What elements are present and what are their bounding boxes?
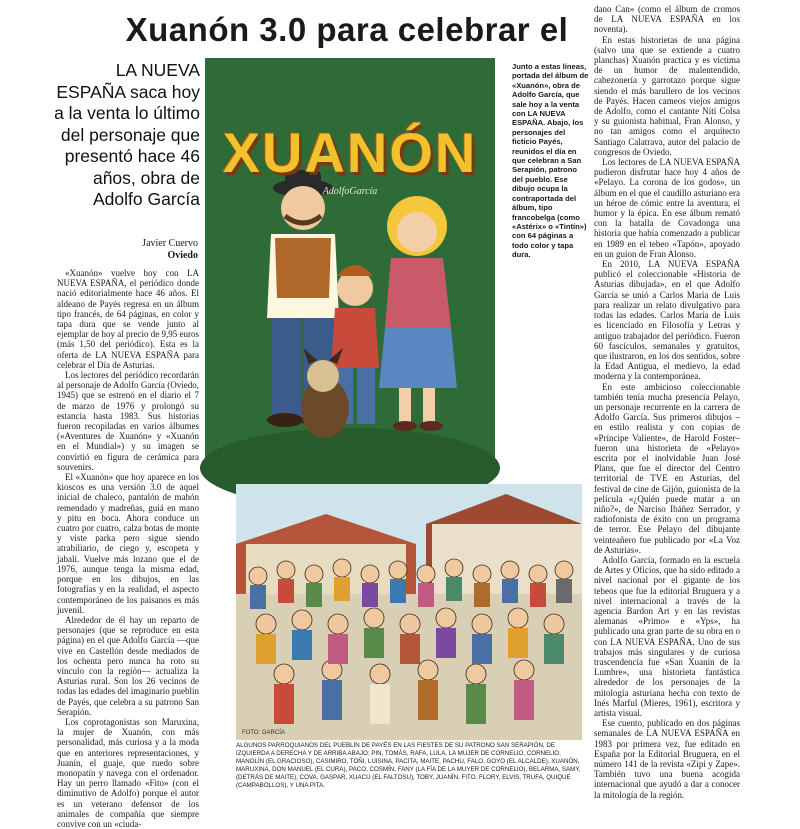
paragraph: En 2010, LA NUEVA ESPAÑA publicó el coleccionable «Historia de Asturias dibujada», en el que Adolfo García se unió a Carlos María de Luis para realizar un relato divulgativo para todas las edades. Carlos María de Luis es licenciado en Filosofía y Letras y antiguo trabajador del periódico. Fueron 60 fascículos, semanales y gratuitos, que ilustraron, en los dos sentidos, sobre la Edad Antigua, el medievo, la edad moderna y la contemporánea. xyxy=(594,259,740,382)
byline-place: Oviedo xyxy=(167,250,198,261)
scene-credit: FOTO: GARCÍA xyxy=(242,730,285,736)
paragraph: Los coprotagonistas son Maruxina, la mujer de Xuanón, con más personalidad, más curiosa y a la moda que en anteriores representaciones, y Juanín, el guaje, que ruedo sobre monopatín y navega con el ordenador. Hay un perro llamado «Fito» (con el diminutivo de Adolfo) porque el autor es un veterano defensor de los animales de compañía que siempre convive con un «ciuda- xyxy=(57,716,199,829)
scene-illustration xyxy=(236,484,582,740)
article-column-right xyxy=(594,4,740,800)
byline xyxy=(60,238,198,262)
article-column-left xyxy=(57,268,199,829)
paragraph: El «Xuanón» que hoy aparece en los kioscos es una versión 3.0 de aquel inicial de chaleco, pantalón de mahón remendado y madreñas, guiá en mano y pitu en boca. Ahora conduce un cuatro por cuatro, calza botas de monte y viste parka pero sigue siendo atrabiliario, de ciego y, escopeta y jabalí. Vuelve más lozano que el de 1976, aunque tenga la misma edad, porque en los dibujos, en las fotografías y en la realidad, el aspecto contemporáneo de los paisanos es más juvenil. xyxy=(57,472,199,615)
paragraph: Los lectores de LA NUEVA ESPAÑA pudieron disfrutar hace hoy 4 años de «Pelayo. La corona de los godos», un álbum en el que el caudillo asturiano era un héroe de cómic entre la aventura, el humor y la épica. En ese álbum remató con la batalla de Covadonga una historia que había comenzado a publicar en 1989 en el tebeo «Tapón», apoyado en un guion de Fran Alonso. xyxy=(594,157,740,259)
cover-author-signature: AdolfoGarcía xyxy=(322,186,378,197)
paragraph: En estas historietas de una página (salvo una que se extiende a cuatro planchas) Xuanón practica y es víctima de un humor de malentendido, cabezonería y garrotazo porque sigue siendo el más barullero de los vecinos de Payés. Hacen cameos viejos amigos de Adolfo, como el cantante Niti Colsa y su guionista habitual, Fran Alonso, y no tan amigos como el arquitecto Santiago Calatrava, autor del palacio de congresos de Oviedo. xyxy=(594,34,740,157)
scene-caption: ALGUNOS PARROQUIANOS DEL PUEBLÍN DE PAYÉS EN LAS FIESTES DE SU PATRONO SAN SERAPIÓN, DE IZQUIERDA A DERECHA Y DE ARRIBA ABAJO: PIN, TOMÁS, RAFA, LULA, LA MUJER DE CORNELIO, CORNELIO, MANOLÍN (EL GRACIOSO), CASIMIRO, TOÑI, LUISINA, PACITA, MAITE, PACHU, FALO, GOYO (EL ALCALDE), XUANÓN, MARUXINA, DON MANUEL (EL CURA), PACO, COSMÍN, FANY (LA FÍA DE LA MUYER DE CORNELIO), BELARMA, SAMY, (DETRÁS DE MAITE), COVA, GASPAR, XUACU (EL FALTOSU), TOBY, JUANÍN, FITO, FLORY, ELVIS, TRUFA, QUIQUE (CAMPABOLLOS), Y UNA PITA. xyxy=(236,742,581,789)
deck: LA NUEVA ESPAÑA saca hoy a la venta lo último del personaje que presentó hace 46 años, obra de Adolfo García xyxy=(54,60,200,209)
paragraph: En este ambicioso coleccionable también tenía mucha presencia Pelayo, un personaje recurrente en la carrera de Adolfo García. Sus primeros dibujos –en estilo realista y con copias de «Príncipe Valiente», de Harold Foster– fueron una historieta de «Pelayo» escrita por el inolvidable Juan José Plans, que fue el director del Centro territorial de TVE en Asturias, del festival de cine de Gijón, guionista de la película «¿Quién puede matar a un niño?», de Narciso Ibáñez Serrador, y radiofonista de éxito con un programa de terror. Ese Pelayo del dibujante veinteañero fue publicado por «La Voz de Asturias». xyxy=(594,381,740,555)
paragraph: Ese cuento, publicado en dos páginas semanales de LA NUEVA ESPAÑA en 1983 por primera vez, fue editado en España por la Editorial Bruguera, en el número 141 de la revista «Zipi y Zape». También tuvo una buena acogida internacional que ayudó a dar a conocer la mitología de la región. xyxy=(594,718,740,800)
headline: Xuanón 3.0 para celebrar el xyxy=(125,11,569,48)
paragraph: Alrededor de él hay un reparto de personajes (que se reproduce en esta página) en el que Adolfo García —que vive en Castellón desde mediados de los ochenta pero nunca ha roto su vínculo con la región— actualiza la Asturias rural. Son los 26 vecinos de todas las edades del imaginario pueblín de Payés, que celebra a su patrono San Serapión. xyxy=(57,614,199,717)
byline-author: Javier Cuervo xyxy=(142,238,198,249)
paragraph: «Xuanón» vuelve hoy con LA NUEVA ESPAÑA, el periódico donde nació editorialmente hace 46 años. El aldeano de Payés regresa en un álbum tipo francés, de 64 páginas, en color y tapa dura que se vende junto al ejemplar de hoy al precio de 9,95 euros (más 1,50 del periódico). Esta es la oferta de LA NUEVA ESPAÑA para celebrar el Día de Asturias. xyxy=(57,268,199,370)
village-scene-image xyxy=(236,484,582,740)
cover-title: XUANÓN xyxy=(222,121,478,184)
album-cover-image xyxy=(205,58,495,476)
paragraph: dano Can» (como el álbum de cromos de LA NUEVA ESPAÑA en los noventa). xyxy=(594,4,740,35)
paragraph: Adolfo García, formado en la escuela de Artes y Oficios, que ha sido editado a nivel nacional por el gigante de los tebeos que fue la editorial Bruguera y a nivel internacional a través de la agencia Bardon Art y en las revistas alemanas «Primo» e «Yps», ha publicado una gran parte de su obra en o con LA NUEVA ESPAÑA. Uno de sus trabajos más singulares y de curiosa trascendencia fue «San Xuanín de la Lumbre», una historieta fantástica alrededor de los personajes de la mitología asturiana hecha con texto de Inés Marful (Mieres, 1961), escritora y artista visual. xyxy=(594,554,740,719)
paragraph: Los lectores del periódico recordarán al personaje de Adolfo García (Oviedo, 1945) que se estrenó en el diario el 7 de marzo de 1976 y prolongó su estancia hasta 1983. Sus historias fueron recopiladas en varios álbumes («Aventures de Xuanón» y «Xuanón en el Mundial») y su imagen se convirtió en figura de cerámica para souvenirs. xyxy=(57,370,199,472)
photo-caption: Junto a estas líneas, portada del álbum de «Xuanón», obra de Adolfo García, que sale hoy a la venta con LA NUEVA ESPAÑA. Abajo, los personajes del ficticio Payés, reunidos el día en que celebran a San Serapión, patrono del pueblo. Ese dibujo ocupa la contraportada del álbum, tipo francobelga (como «Astérix» o «Tintín») con 64 páginas a todo color y tapa dura. xyxy=(512,62,589,260)
